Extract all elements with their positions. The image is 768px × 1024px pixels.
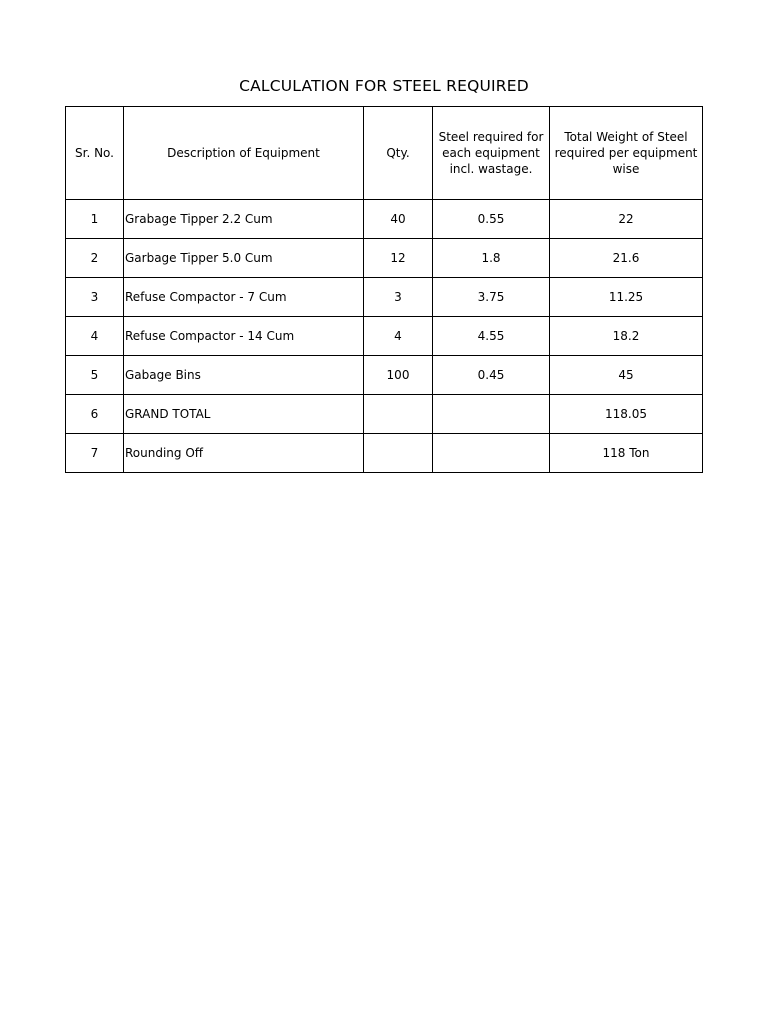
grand-total-row bbox=[66, 395, 703, 434]
table-row bbox=[66, 317, 703, 356]
grand-total-value: 118.05 bbox=[550, 395, 703, 434]
cell-description: Gabage Bins bbox=[124, 356, 364, 395]
cell-total-weight: 18.2 bbox=[550, 317, 703, 356]
cell-steel-each: 0.45 bbox=[433, 356, 550, 395]
cell-qty: 100 bbox=[364, 356, 433, 395]
cell-total-weight: 22 bbox=[550, 200, 703, 239]
header-total-weight: Total Weight of Steel required per equipment wise bbox=[550, 107, 703, 200]
table-row bbox=[66, 239, 703, 278]
cell-total-weight: 11.25 bbox=[550, 278, 703, 317]
table-header-row bbox=[66, 107, 703, 200]
rounding-off-value: 118 Ton bbox=[550, 434, 703, 473]
steel-calculation-table bbox=[65, 106, 703, 473]
cell-description: Grabage Tipper 2.2 Cum bbox=[124, 200, 364, 239]
cell-qty: 40 bbox=[364, 200, 433, 239]
cell-total-weight: 21.6 bbox=[550, 239, 703, 278]
cell-sr-no: 4 bbox=[66, 317, 124, 356]
cell-qty: 12 bbox=[364, 239, 433, 278]
grand-total-label: GRAND TOTAL bbox=[124, 395, 364, 434]
page-title: CALCULATION FOR STEEL REQUIRED bbox=[239, 77, 529, 95]
cell-sr-no: 6 bbox=[66, 395, 124, 434]
cell-steel-each: 3.75 bbox=[433, 278, 550, 317]
cell-sr-no: 5 bbox=[66, 356, 124, 395]
cell-description: Refuse Compactor - 7 Cum bbox=[124, 278, 364, 317]
cell-sr-no: 2 bbox=[66, 239, 124, 278]
rounding-off-label: Rounding Off bbox=[124, 434, 364, 473]
cell-description: Garbage Tipper 5.0 Cum bbox=[124, 239, 364, 278]
rounding-off-row bbox=[66, 434, 703, 473]
cell-steel-each: 1.8 bbox=[433, 239, 550, 278]
cell-empty bbox=[364, 395, 433, 434]
cell-total-weight: 45 bbox=[550, 356, 703, 395]
cell-qty: 3 bbox=[364, 278, 433, 317]
cell-sr-no: 3 bbox=[66, 278, 124, 317]
table-row bbox=[66, 278, 703, 317]
cell-sr-no: 1 bbox=[66, 200, 124, 239]
cell-qty: 4 bbox=[364, 317, 433, 356]
cell-empty bbox=[433, 434, 550, 473]
table-row bbox=[66, 200, 703, 239]
cell-steel-each: 4.55 bbox=[433, 317, 550, 356]
header-description: Description of Equipment bbox=[124, 107, 364, 200]
cell-description: Refuse Compactor - 14 Cum bbox=[124, 317, 364, 356]
header-qty: Qty. bbox=[364, 107, 433, 200]
cell-steel-each: 0.55 bbox=[433, 200, 550, 239]
header-steel-each: Steel required for each equipment incl. wastage. bbox=[433, 107, 550, 200]
table-row bbox=[66, 356, 703, 395]
cell-sr-no: 7 bbox=[66, 434, 124, 473]
header-sr-no: Sr. No. bbox=[66, 107, 124, 200]
cell-empty bbox=[433, 395, 550, 434]
cell-empty bbox=[364, 434, 433, 473]
